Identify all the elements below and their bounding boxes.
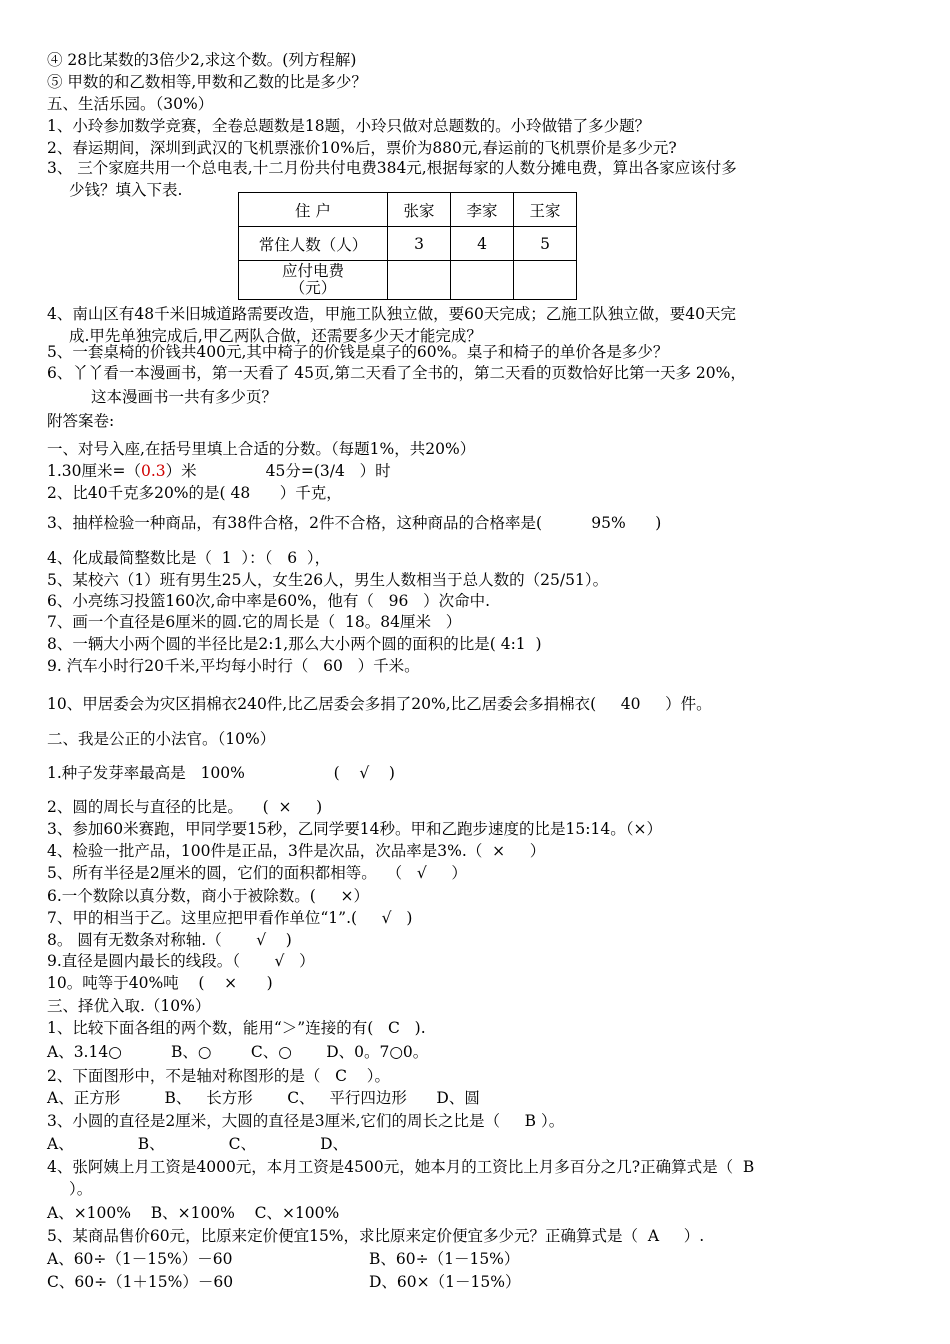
- answer-line: 5、某商品售价60元，比原来定价便宜15%，求比原来定价便宜多少元？正确算式是（ A ）.: [47, 1227, 705, 1245]
- table-row: [239, 193, 577, 227]
- answer-line: 9.直径是圆内最长的线段。（ √ ）: [47, 952, 315, 970]
- answer-line: 7、画一个直径是6厘米的圆.它的周长是（ 18。84厘米 ）: [47, 613, 462, 631]
- answer-line: 4、张阿姨上月工资是4000元，本月工资是4500元，她本月的工资比上月多百分之几?正确算式是（ B: [47, 1158, 755, 1176]
- cell-label: 应付电费: [281, 262, 344, 280]
- section-heading: 附答案卷:: [47, 412, 115, 430]
- answer-line: 8。 圆有无数条对称轴.（ √ ): [47, 931, 292, 949]
- answer-line: 3、抽样检验一种商品，有38件合格，2件不合格，这种商品的合格率是( 95% ): [47, 514, 662, 532]
- answer-line: A、正方形 B、 长方形 C、 平行四边形 D、圆: [47, 1089, 480, 1107]
- answer-line: 5、某校六（1）班有男生25人，女生26人，男生人数相当于总人数的（25/51）。: [47, 571, 609, 589]
- answer-line: 3、小圆的直径是2厘米，大圆的直径是3厘米,它们的周长之比是（ B ）。: [47, 1112, 565, 1130]
- answer-line: [47, 461, 391, 481]
- question-line: 4、南山区有48千米旧城道路需要改造，甲施工队独立做，要60天完成；乙施工队独立做，要40天完: [47, 305, 737, 323]
- table-cell: 4: [451, 227, 514, 261]
- answer-line: 3、参加60米赛跑，甲同学要15秒，乙同学要14秒。甲和乙跑步速度的比是15:14。（×）: [47, 820, 662, 838]
- table-cell: 李家: [451, 193, 514, 227]
- table-cell-empty: [388, 261, 451, 300]
- question-line: 2、春运期间，深圳到武汉的飞机票涨价10%后，票价为880元,春运前的飞机票价是多少元?: [47, 139, 677, 157]
- question-line: 6、丫丫看一本漫画书，第一天看了 45页,第二天看了全书的，第二天看的页数恰好比第一天多 20%，: [47, 364, 746, 382]
- section-heading: 三、择优入取.（10%）: [47, 997, 211, 1015]
- answer-line: 4、检验一批产品，100件是正品，3件是次品，次品率是3%.（ × ）: [47, 842, 546, 860]
- table-cell: 3: [388, 227, 451, 261]
- section-heading: 一、对号入座,在括号里填上合适的分数。（每题1%，共20%）: [47, 440, 476, 458]
- answer-line: 10。吨等于40%吨 ( × ): [47, 974, 273, 992]
- section-heading: 五、生活乐园。（30%）: [47, 95, 214, 113]
- answer-line: A、×100% B、×100% C、×100%: [47, 1204, 340, 1222]
- text-line: ⑤ 甲数的和乙数相等,甲数和乙数的比是多少？: [47, 73, 367, 91]
- answer-line: A、60÷（1－15%）－60: [47, 1250, 233, 1268]
- answer-line: 2、比40千克多20%的是( 48 ）千克，: [47, 484, 342, 502]
- question-line: 这本漫画书一共有多少页？: [91, 388, 278, 406]
- answer-line: 7、甲的相当于乙。这里应把甲看作单位“1”.( √ ): [47, 909, 413, 927]
- answer-line: 1.种子发芽率最高是 100% ( √ ): [47, 764, 395, 782]
- answer-line: 4、化成最简整数比是（ 1 ）：（ 6 ），: [47, 549, 331, 567]
- table-cell-empty: [514, 261, 577, 300]
- table-cell: 张家: [388, 193, 451, 227]
- answer-text: ）米 45分=(3/4 ）时: [165, 462, 391, 480]
- answer-line: C、60÷（1＋15%）－60: [47, 1273, 234, 1291]
- answer-line: 6、小亮练习投篮160次,命中率是60%，他有（ 96 ）次命中.: [47, 592, 491, 610]
- table-cell: 王家: [514, 193, 577, 227]
- table-cell-empty: [451, 261, 514, 300]
- table-cell: [239, 261, 388, 300]
- answer-line: 6.一个数除以真分数，商小于被除数。( ×）: [47, 887, 369, 905]
- answer-line: 2、圆的周长与直径的比是。 ( × ): [47, 798, 323, 816]
- table-cell: 常住人数（人）: [239, 227, 388, 261]
- electricity-fee-table: [238, 192, 577, 300]
- question-line: 5、一套桌椅的价钱共400元,其中椅子的价钱是桌子的60%。桌子和椅子的单价各是多少？: [47, 343, 669, 361]
- answer-line: 8、一辆大小两个圆的半径比是2:1,那么大小两个圆的面积的比是( 4:1 ): [47, 635, 542, 653]
- answer-line: 1、比较下面各组的两个数，能用“＞”连接的有( C ).: [47, 1019, 426, 1037]
- section-heading: 二、我是公正的小法官。（10%）: [47, 730, 276, 748]
- answer-highlight: 0.3: [141, 462, 166, 480]
- answer-line: 2、下面图形中，不是轴对称图形的是（ C ）。: [47, 1067, 390, 1085]
- answer-line: D、60×（1－15%）: [369, 1273, 521, 1291]
- question-line: 少钱？填入下表.: [69, 181, 183, 199]
- table-cell: 住 户: [239, 193, 388, 227]
- table-row: [239, 261, 577, 300]
- question-line: 3、 三个家庭共用一个总电表,十二月份共付电费384元,根据每家的人数分摊电费，算出各家应该付多: [47, 159, 737, 177]
- answer-text: 1.30厘米=（: [47, 462, 141, 480]
- text-line: ④ 28比某数的3倍少2,求这个数。(列方程解): [47, 51, 357, 69]
- table-row: [239, 227, 577, 261]
- answer-line: 5、所有半径是2厘米的圆，它们的面积都相等。 （ √ ）: [47, 864, 467, 882]
- answer-line: 9. 汽车小时行20千米,平均每小时行（ 60 ）千米。: [47, 657, 420, 675]
- question-line: 成.甲先单独完成后,甲乙两队合做，还需要多少天才能完成？: [69, 327, 482, 345]
- answer-line: B、60÷（1－15%）: [369, 1250, 520, 1268]
- answer-line: ）。: [69, 1180, 93, 1198]
- answer-line: 10、甲居委会为灾区捐棉衣240件,比乙居委会多捐了20%,比乙居委会多捐棉衣( 40 ）件。: [47, 695, 712, 713]
- answer-line: A、 B、 C、 D、: [47, 1135, 349, 1153]
- cell-label: （元）: [289, 279, 337, 297]
- table-cell: 5: [514, 227, 577, 261]
- question-line: 1、小玲参加数学竞赛，全卷总题数是18题，小玲只做对总题数的。小玲做错了多少题？: [47, 117, 651, 135]
- answer-line: A、3.14○ B、○ C、○ D、0。7○0。: [47, 1043, 429, 1061]
